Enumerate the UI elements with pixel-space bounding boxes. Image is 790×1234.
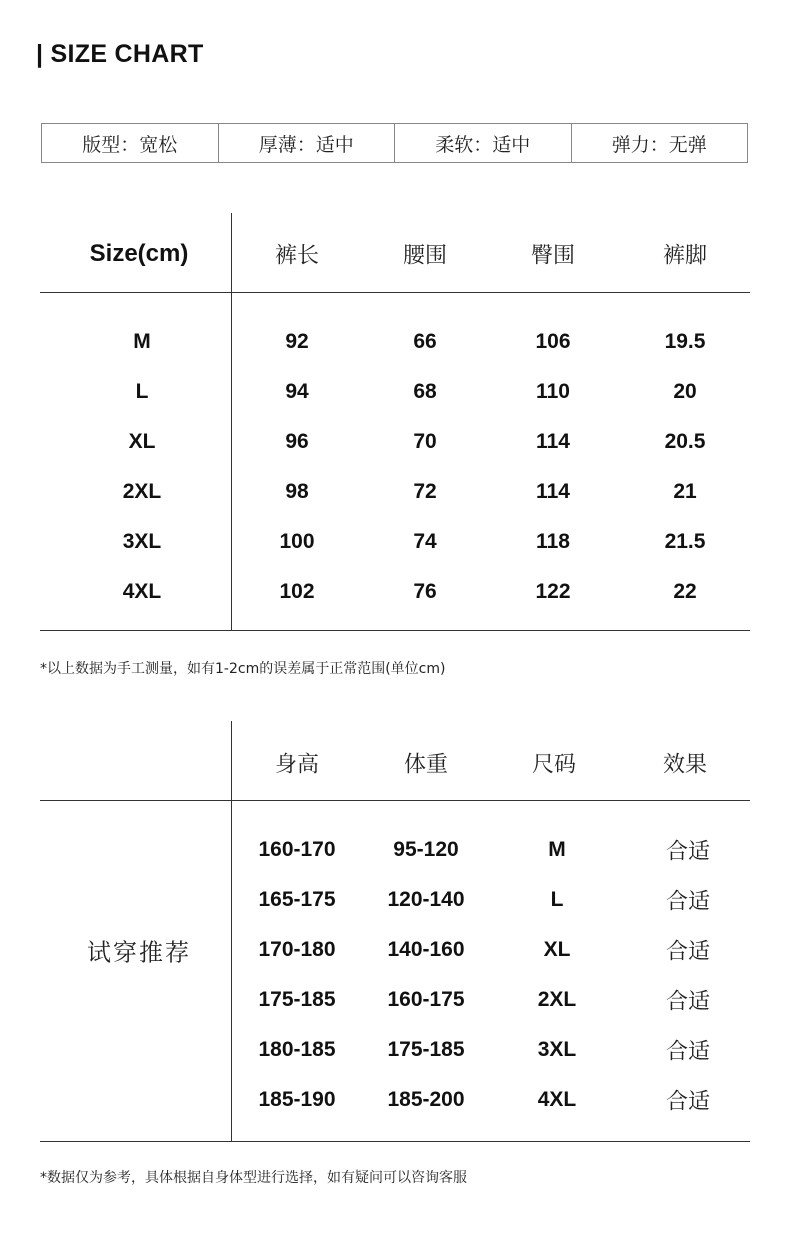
fit-cell-height: 170-180: [258, 938, 336, 961]
size-cell-size: 3XL: [122, 530, 162, 553]
fit-cell-height: 160-170: [258, 838, 336, 861]
measurement-note: *以上数据为手工测量，如有1-2cm的误差属于正常范围(单位cm): [40, 661, 446, 677]
size-cell-length: 102: [279, 580, 315, 603]
page-title: | SIZE CHART: [36, 40, 204, 68]
size-cell-hem: 22: [673, 580, 697, 603]
fit-cell-size: 4XL: [537, 1088, 577, 1111]
header-waist: 腰围: [402, 243, 448, 269]
size-cell-hip: 114: [536, 430, 570, 453]
size-cell-length: 94: [285, 380, 309, 403]
fit-cell-weight: 120-140: [387, 888, 465, 911]
fit-cell-height: 180-185: [258, 1038, 336, 1061]
header-length: 裤长: [274, 243, 320, 269]
header-size: 尺码: [531, 752, 577, 778]
fit-cell-effect: 合适: [665, 989, 711, 1015]
table-divider: [231, 721, 232, 1142]
property-elasticity: 弹力：无弹: [571, 124, 748, 162]
property-fit: 版型：宽松: [82, 133, 178, 156]
size-cell-hem: 21.5: [664, 530, 706, 553]
fit-cell-size: 2XL: [537, 988, 577, 1011]
size-cell-size: M: [133, 330, 151, 353]
header-hip: 臀围: [530, 243, 576, 269]
size-table: [40, 213, 750, 633]
size-cell-size: 4XL: [122, 580, 162, 603]
property-softness: 柔软：适中: [394, 124, 571, 162]
header-effect: 效果: [662, 752, 708, 778]
fit-cell-size: M: [548, 838, 566, 861]
property-thickness: 厚薄：适中: [218, 124, 395, 162]
size-cell-waist: 76: [413, 580, 437, 603]
fit-cell-size: L: [550, 888, 564, 911]
size-cell-hip: 122: [535, 580, 571, 603]
header-weight: 体重: [403, 752, 449, 778]
fit-cell-effect: 合适: [665, 839, 711, 865]
fit-cell-effect: 合适: [665, 889, 711, 915]
fit-cell-size: XL: [543, 938, 571, 961]
fit-cell-height: 185-190: [258, 1088, 336, 1111]
fit-cell-size: 3XL: [537, 1038, 577, 1061]
header-size: Size(cm): [89, 240, 189, 267]
size-cell-hem: 19.5: [664, 330, 706, 353]
size-cell-waist: 68: [413, 380, 437, 403]
size-cell-hip: 110: [536, 380, 570, 403]
size-cell-waist: 72: [413, 480, 437, 503]
fit-cell-weight: 175-185: [387, 1038, 465, 1061]
table-rule: [40, 630, 750, 631]
table-divider: [231, 213, 232, 631]
size-cell-hem: 20.5: [664, 430, 706, 453]
fit-cell-effect: 合适: [665, 939, 711, 965]
reference-note: *数据仅为参考，具体根据自身体型进行选择，如有疑问可以咨询客服: [40, 1170, 467, 1186]
fit-cell-effect: 合适: [665, 1089, 711, 1115]
size-cell-waist: 66: [413, 330, 437, 353]
header-hem: 裤脚: [662, 243, 708, 269]
table-rule: [40, 1141, 750, 1142]
size-cell-hip: 114: [536, 480, 570, 503]
fit-cell-effect: 合适: [665, 1039, 711, 1065]
size-cell-length: 98: [285, 480, 309, 503]
fit-cell-height: 165-175: [258, 888, 336, 911]
fabric-properties-bar: [41, 123, 748, 163]
size-cell-length: 100: [279, 530, 315, 553]
size-cell-length: 96: [285, 430, 309, 453]
size-cell-hip: 118: [536, 530, 570, 553]
size-cell-hem: 20: [673, 380, 697, 403]
size-cell-size: XL: [128, 430, 156, 453]
size-cell-size: L: [135, 380, 149, 403]
table-rule: [40, 800, 750, 801]
size-cell-hip: 106: [535, 330, 571, 353]
size-cell-size: 2XL: [122, 480, 162, 503]
fit-cell-weight: 185-200: [387, 1088, 465, 1111]
fit-cell-weight: 95-120: [393, 838, 459, 861]
size-cell-waist: 74: [413, 530, 437, 553]
size-cell-waist: 70: [413, 430, 437, 453]
fit-cell-height: 175-185: [258, 988, 336, 1011]
fit-recommendation-label: 试穿推荐: [87, 938, 191, 967]
fit-cell-weight: 140-160: [387, 938, 465, 961]
fit-table: [40, 721, 750, 1145]
table-rule: [40, 292, 750, 293]
size-cell-length: 92: [285, 330, 309, 353]
fit-cell-weight: 160-175: [387, 988, 465, 1011]
header-height: 身高: [274, 752, 320, 778]
size-cell-hem: 21: [673, 480, 697, 503]
